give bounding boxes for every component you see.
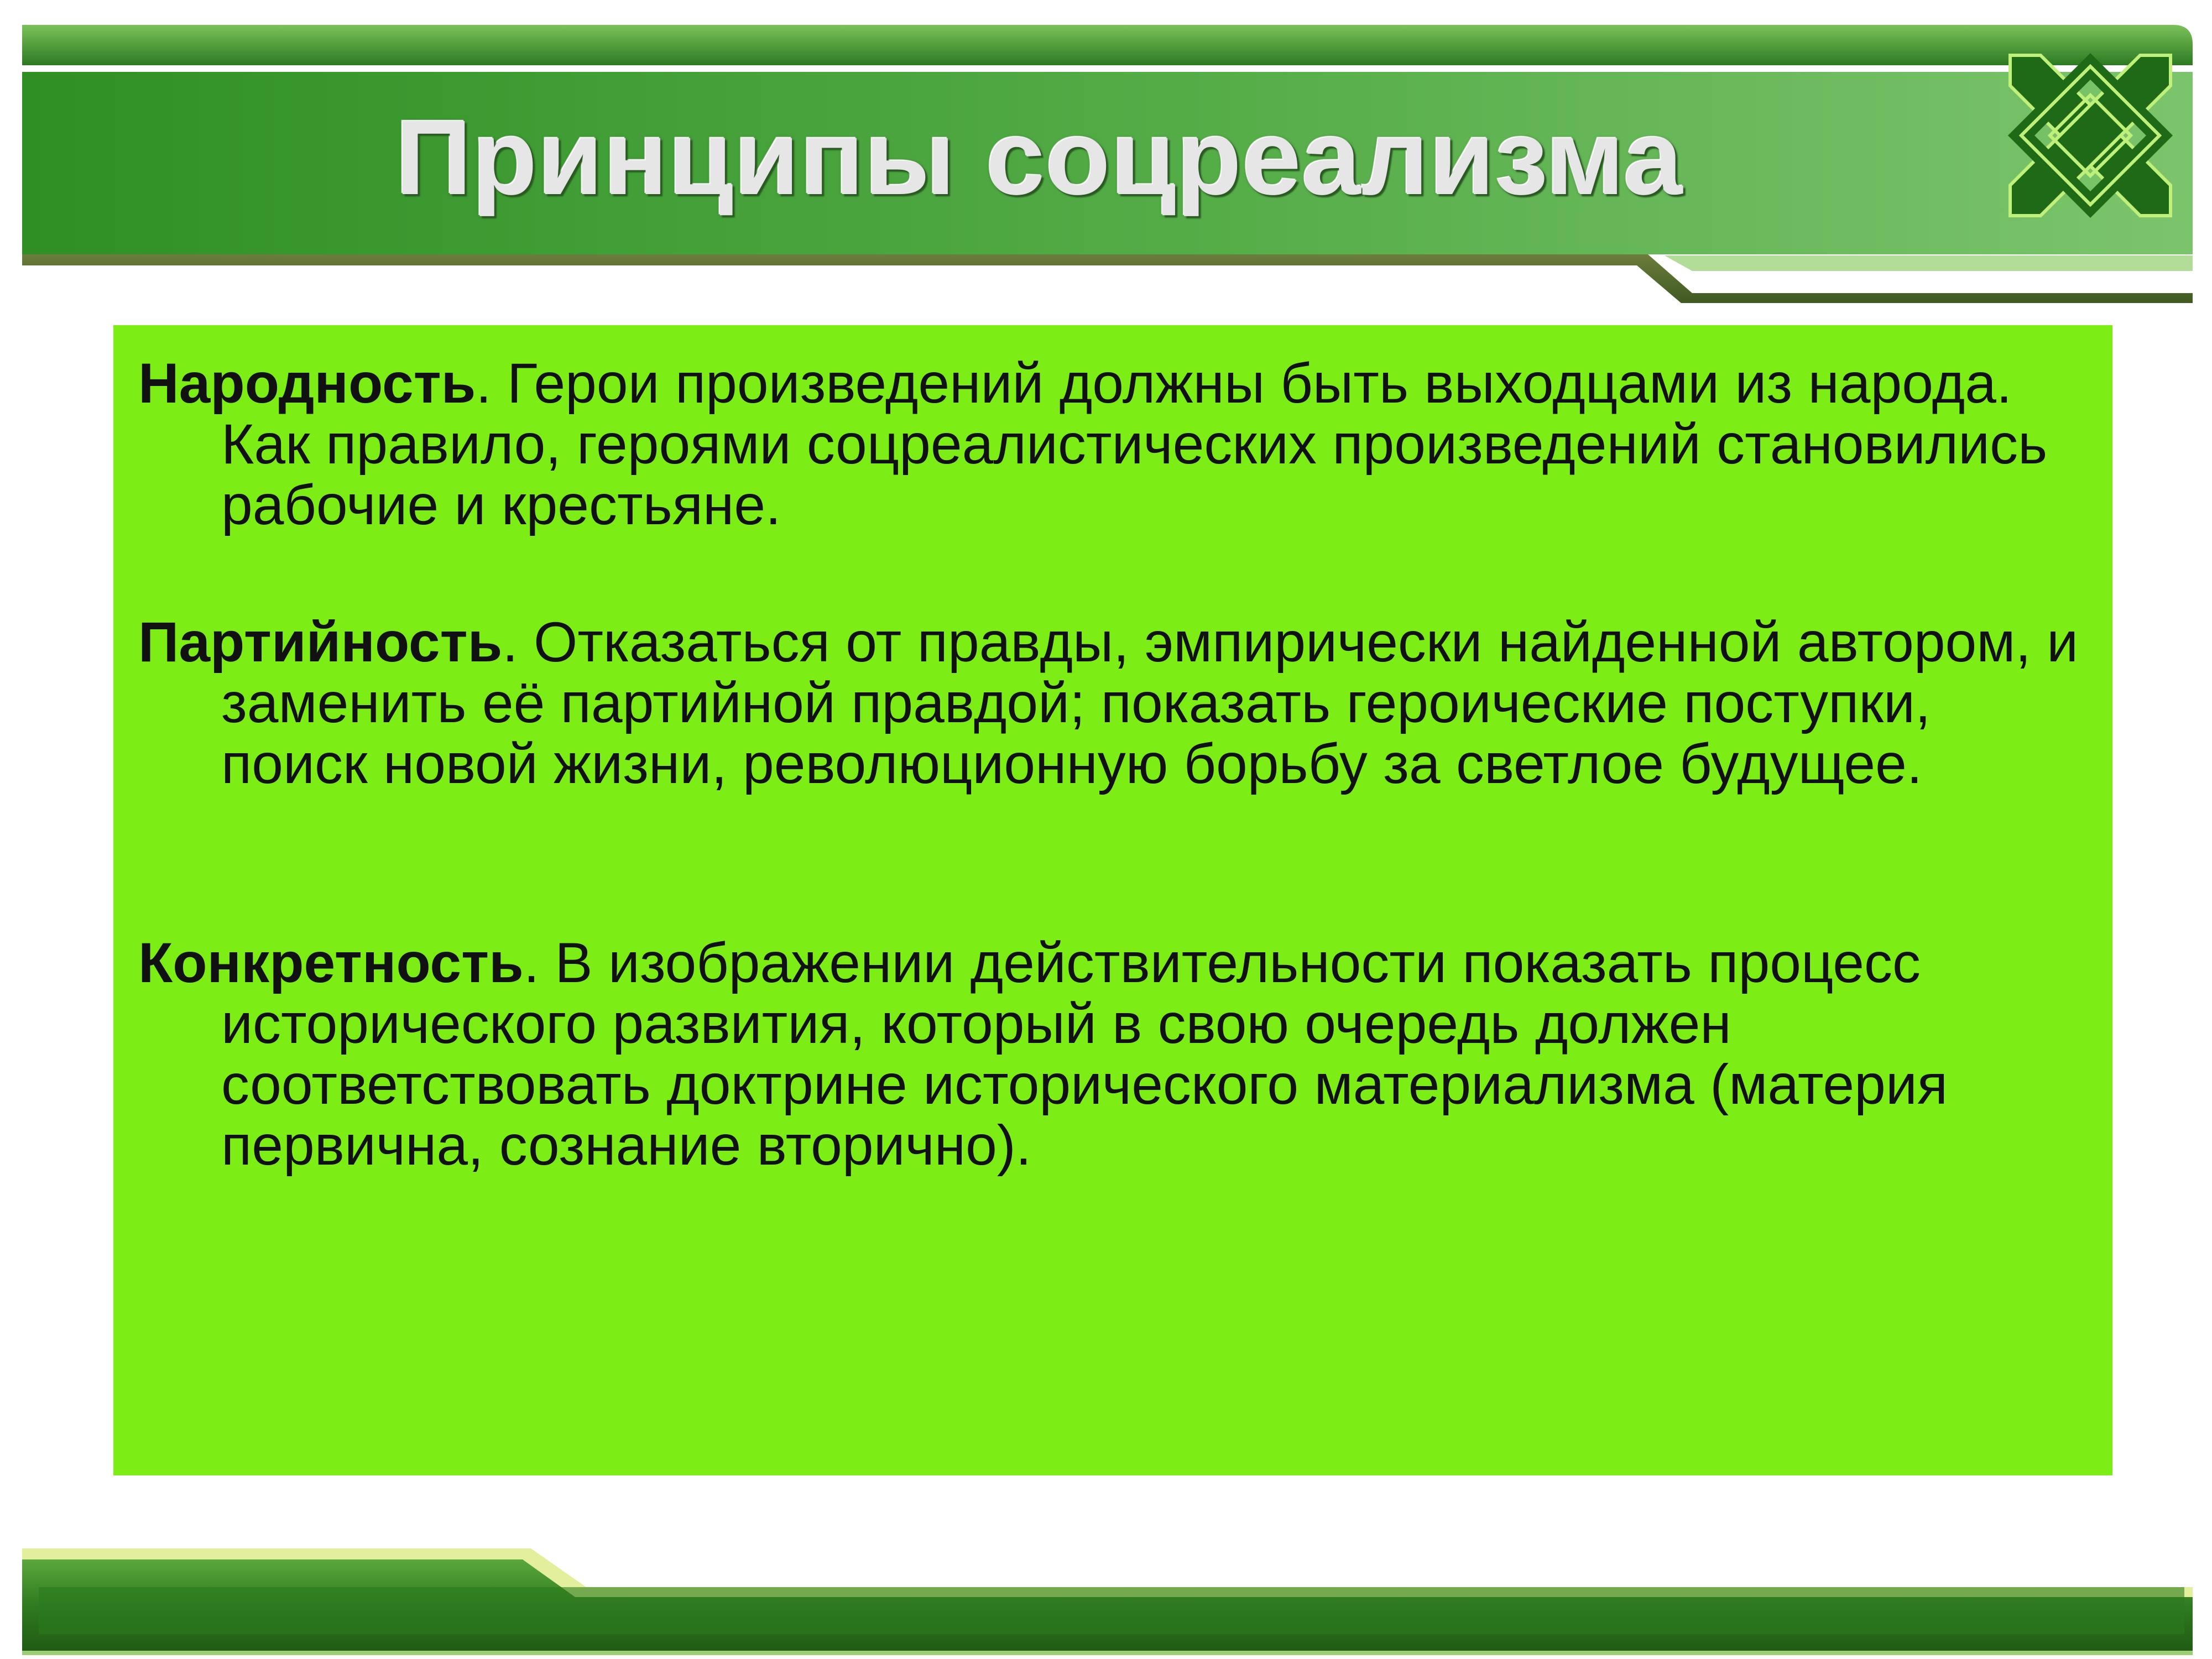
slide-title: Принципы соцреализма (395, 98, 1683, 217)
principle-item-konkretnost (138, 932, 2085, 1176)
principle-text: . В изображении действительности показать процесс исторического развития, который в свою очередь должен соответствовать доктрине исторического материализма (материя первична, сознание вторично). (221, 931, 1948, 1177)
principle-item-narodnost (138, 353, 2085, 535)
principle-term: Народность (138, 352, 476, 415)
footer-bar (0, 1537, 2212, 1659)
interlaced-knot-icon (1999, 44, 2182, 227)
content-box (113, 325, 2112, 1475)
principle-term: Партийность (138, 611, 503, 674)
principle-term: Конкретность (138, 931, 524, 994)
principle-text: . Герои произведений должны быть выходцами из народа. Как правило, героями соцреалистических произведений становились рабочие и крестьяне. (221, 352, 2048, 536)
principle-text: . Отказаться от правды, эмпирически найденной автором, и заменить её партийной правдой; показать героические поступки, поиск новой жизни, революционную борьбу за светлое будущее. (221, 611, 2079, 795)
principle-item-partiynost (138, 612, 2085, 794)
